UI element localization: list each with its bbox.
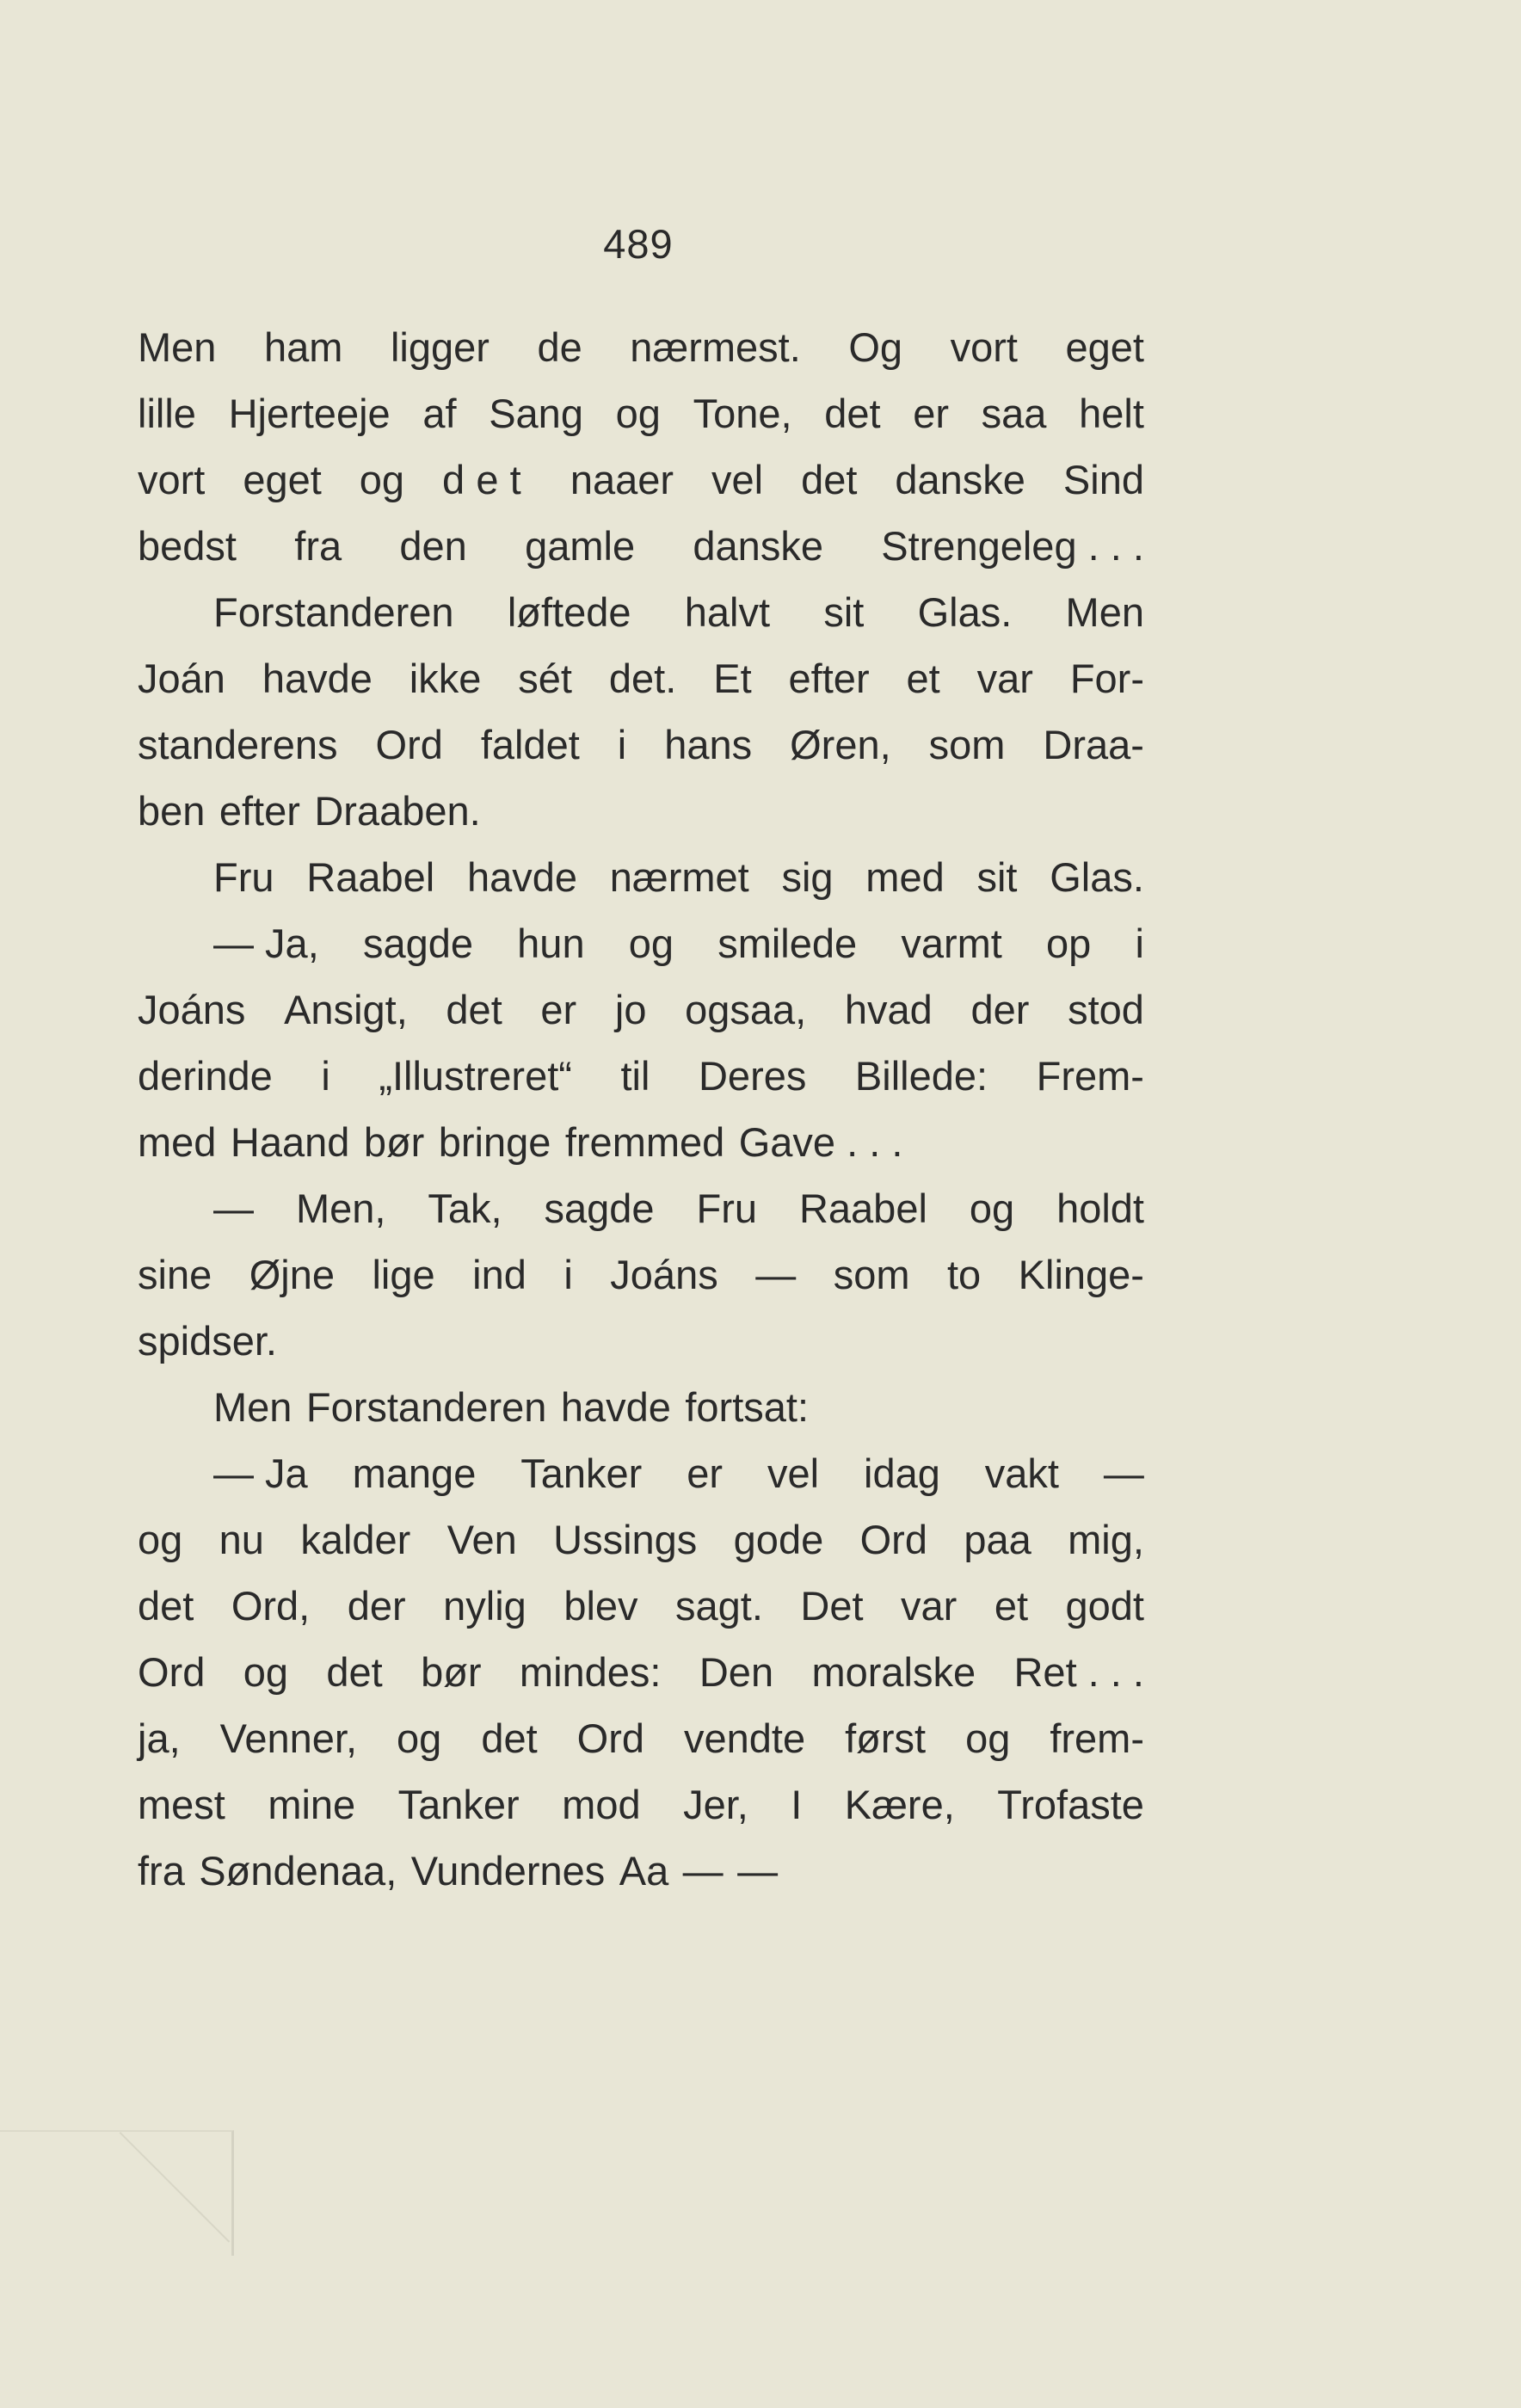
text-line: [138, 1043, 1144, 1109]
word: Klinge-: [1018, 1252, 1144, 1297]
word: —: [755, 1252, 797, 1297]
word: saa: [981, 391, 1047, 436]
word: hvad: [844, 987, 933, 1032]
word: det: [481, 1715, 538, 1761]
word: kalder: [300, 1517, 411, 1562]
text-line: [138, 778, 1144, 844]
word: Frem-: [1036, 1053, 1144, 1099]
word: sagt.: [675, 1583, 763, 1629]
word: er: [540, 987, 577, 1032]
text-line: [138, 1838, 1144, 1904]
word: gode: [733, 1517, 824, 1562]
text-line: [138, 711, 1144, 778]
word: sig: [781, 854, 834, 900]
text-line: [138, 1573, 1144, 1639]
text-line: [138, 1109, 1144, 1175]
word: havde: [262, 656, 373, 701]
scan-corner-mark: [0, 2130, 234, 2256]
text-line: [138, 513, 1144, 579]
word: varmt: [901, 921, 1002, 966]
word: Gave . . .: [738, 1119, 903, 1165]
word: I: [791, 1782, 803, 1827]
word: Fru: [696, 1186, 758, 1231]
word: i: [321, 1053, 330, 1099]
word: Tanker: [520, 1450, 643, 1496]
word: spidser.: [138, 1318, 277, 1364]
page-number: 489: [603, 221, 674, 267]
word: Ord: [859, 1517, 927, 1562]
word: danske: [693, 523, 823, 569]
word: helt: [1079, 391, 1144, 436]
word: For-: [1069, 656, 1144, 701]
word: og: [969, 1186, 1015, 1231]
word: Venner,: [219, 1715, 358, 1761]
word: mest: [138, 1782, 225, 1827]
word: det: [824, 391, 881, 436]
text-line: [138, 446, 1144, 513]
word: og: [628, 921, 674, 966]
word: Et: [713, 656, 752, 701]
word: sine: [138, 1252, 212, 1297]
word: op: [1046, 921, 1092, 966]
text-line: [138, 1241, 1144, 1308]
word: Tak,: [428, 1186, 502, 1231]
word: gamle: [525, 523, 636, 569]
text-line: [138, 645, 1144, 711]
word: var: [901, 1583, 958, 1629]
word: blev: [563, 1583, 638, 1629]
word: idag: [864, 1450, 940, 1496]
word: Hjerteeje: [228, 391, 391, 436]
body-text: [138, 314, 1144, 1904]
word: ja,: [138, 1715, 181, 1761]
word: det: [326, 1649, 383, 1695]
word: i: [563, 1252, 573, 1297]
word: i: [617, 722, 627, 767]
word: mine: [268, 1782, 356, 1827]
word: —: [213, 1186, 254, 1231]
word: Ansigt,: [284, 987, 408, 1032]
text-line: [138, 1308, 1144, 1374]
word: —: [682, 1848, 724, 1894]
word: Haand: [230, 1119, 350, 1165]
word: Ord: [576, 1715, 644, 1761]
word: det.: [608, 656, 677, 701]
word: —: [737, 1848, 779, 1894]
word: og: [243, 1649, 288, 1695]
word: Strengeleg . . .: [881, 523, 1144, 569]
text-line: [138, 1374, 1144, 1440]
word: nærmet: [609, 854, 749, 900]
word: havde: [466, 854, 578, 900]
word: var: [976, 656, 1033, 701]
word: mange: [352, 1450, 477, 1496]
word: moralske: [811, 1649, 976, 1695]
word: med: [865, 854, 945, 900]
text-line: [138, 314, 1144, 380]
word: hans: [664, 722, 753, 767]
word: Aa: [619, 1848, 669, 1894]
word: Og: [848, 324, 903, 370]
word: Men: [1065, 589, 1144, 635]
word: havde: [560, 1384, 671, 1430]
word: Ord: [138, 1649, 206, 1695]
word: holdt: [1056, 1186, 1144, 1231]
text-line: [138, 844, 1144, 910]
word: fortsat:: [685, 1384, 810, 1430]
word: to: [946, 1252, 982, 1297]
word: Men: [213, 1384, 292, 1430]
word: Joán: [138, 656, 225, 701]
word: de: [537, 324, 582, 370]
word: et: [994, 1583, 1029, 1629]
word: fremmed: [564, 1119, 725, 1165]
text-line: [138, 910, 1144, 976]
word: sét: [518, 656, 572, 701]
word: Jer,: [683, 1782, 748, 1827]
word: ben: [138, 788, 206, 834]
word: vakt: [984, 1450, 1059, 1496]
word: af: [422, 391, 457, 436]
word: Sang: [489, 391, 583, 436]
word: og: [397, 1715, 442, 1761]
word: Den: [699, 1649, 774, 1695]
word: Joáns: [610, 1252, 718, 1297]
word: nærmest.: [630, 324, 801, 370]
word: vel: [767, 1450, 820, 1496]
word: Ven: [446, 1517, 517, 1562]
word: mod: [562, 1782, 641, 1827]
word: eget: [1065, 324, 1144, 370]
word: Ord: [375, 722, 443, 767]
word: Ussings: [553, 1517, 698, 1562]
word: ikke: [409, 656, 482, 701]
word: ogsaa,: [685, 987, 807, 1032]
word: standerens: [138, 722, 338, 767]
word: ind: [472, 1252, 526, 1297]
word: sit: [976, 854, 1018, 900]
word: bedst: [138, 523, 237, 569]
word: Draaben.: [314, 788, 481, 834]
text-line: [138, 1440, 1144, 1506]
word: hun: [517, 921, 585, 966]
word: fra: [138, 1848, 185, 1894]
word: stod: [1068, 987, 1144, 1032]
word: den: [399, 523, 467, 569]
word: bringe: [438, 1119, 551, 1165]
word: der: [347, 1583, 406, 1629]
word: eget: [243, 457, 322, 502]
word: som: [833, 1252, 910, 1297]
word: og: [615, 391, 661, 436]
word: sagde: [544, 1186, 655, 1231]
word: det: [446, 987, 502, 1032]
word: — Ja: [213, 1450, 308, 1496]
word: vel: [711, 457, 764, 502]
word: først: [845, 1715, 927, 1761]
text-line: [138, 1506, 1144, 1573]
word: bør: [363, 1119, 425, 1165]
text-line: [138, 976, 1144, 1043]
word: Glas.: [1050, 854, 1144, 900]
word: og: [965, 1715, 1011, 1761]
word: „Illustreret“: [379, 1053, 572, 1099]
word: Ord,: [231, 1583, 311, 1629]
word: frem-: [1050, 1715, 1144, 1761]
word: løftede: [507, 589, 631, 635]
word: smilede: [717, 921, 858, 966]
word: Raabel: [798, 1186, 927, 1231]
word: et: [906, 656, 940, 701]
word: mindes:: [519, 1649, 662, 1695]
word: ham: [263, 324, 343, 370]
word: faldet: [480, 722, 580, 767]
text-line: [138, 1771, 1144, 1838]
word: Joáns: [138, 987, 246, 1032]
word: Søndenaa,: [199, 1848, 397, 1894]
word: Tanker: [397, 1782, 520, 1827]
word: Kære,: [844, 1782, 955, 1827]
word: Forstanderen: [213, 589, 454, 635]
word: danske: [895, 457, 1025, 502]
word: og: [138, 1517, 183, 1562]
word: nylig: [443, 1583, 526, 1629]
word: jo: [614, 987, 647, 1032]
word: efter: [788, 656, 870, 701]
word: Ret . . .: [1013, 1649, 1144, 1695]
word: Draa-: [1043, 722, 1144, 767]
word: er: [687, 1450, 724, 1496]
word: Sind: [1062, 457, 1144, 502]
word: Deres: [698, 1053, 807, 1099]
word: mig,: [1068, 1517, 1144, 1562]
word: sagde: [362, 921, 473, 966]
word: vort: [138, 457, 206, 502]
text-line: [138, 1175, 1144, 1241]
word: Men,: [295, 1186, 386, 1231]
word: med: [138, 1119, 217, 1165]
word: Forstanderen: [305, 1384, 547, 1430]
word: det: [801, 457, 858, 502]
word: sit: [823, 589, 865, 635]
word: Men: [138, 324, 217, 370]
word: halvt: [684, 589, 771, 635]
word: ligger: [390, 324, 490, 370]
word: Øjne: [249, 1252, 335, 1297]
word: Fru: [213, 854, 274, 900]
word: — Ja,: [213, 921, 319, 966]
word: —: [1103, 1450, 1144, 1496]
text-line: [138, 380, 1144, 446]
word: til: [620, 1053, 650, 1099]
word: godt: [1065, 1583, 1144, 1629]
text-line: [138, 1705, 1144, 1771]
word: Billede:: [854, 1053, 988, 1099]
word: Tone,: [693, 391, 792, 436]
word: er: [913, 391, 949, 436]
word: det: [138, 1583, 194, 1629]
word: Raabel: [306, 854, 435, 900]
word: lige: [372, 1252, 435, 1297]
word: Glas.: [917, 589, 1013, 635]
word: Vundernes: [410, 1848, 606, 1894]
word: Trofaste: [997, 1782, 1144, 1827]
word: og: [359, 457, 405, 502]
text-line: [138, 1639, 1144, 1705]
word: det: [442, 457, 533, 502]
word: paa: [964, 1517, 1031, 1562]
word: Øren,: [790, 722, 891, 767]
word: fra: [294, 523, 342, 569]
word: som: [928, 722, 1006, 767]
word: vort: [950, 324, 1018, 370]
word: lille: [138, 391, 196, 436]
word: vendte: [683, 1715, 806, 1761]
word: derinde: [138, 1053, 273, 1099]
word: der: [970, 987, 1030, 1032]
word: efter: [219, 788, 300, 834]
word: bør: [421, 1649, 482, 1695]
word: Det: [800, 1583, 864, 1629]
word: nu: [219, 1517, 264, 1562]
word: naaer: [570, 457, 674, 502]
word: i: [1135, 921, 1144, 966]
text-line: [138, 579, 1144, 645]
